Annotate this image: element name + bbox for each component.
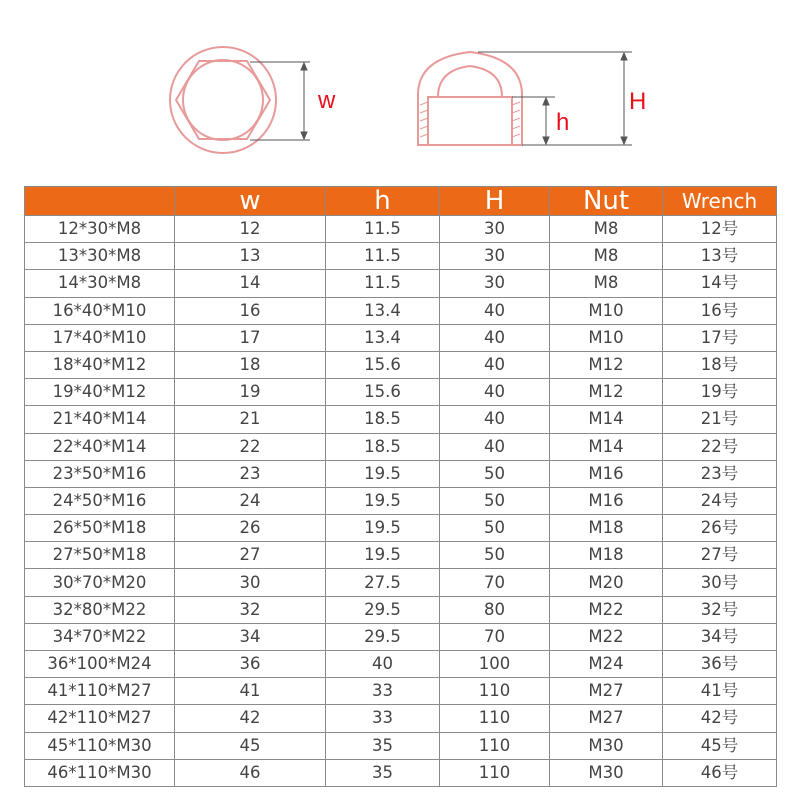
wrench-cell: 21号 — [663, 406, 777, 433]
H-dimension — [478, 52, 632, 145]
nut-cell: M30 — [550, 759, 663, 786]
w-cell: 21 — [175, 406, 326, 433]
wrench-cell: 34号 — [663, 623, 777, 650]
h-cell: 11.5 — [326, 270, 440, 297]
table-row — [25, 324, 777, 351]
table-row — [25, 705, 777, 732]
H-cell: 40 — [440, 379, 550, 406]
h-cell: 33 — [326, 705, 440, 732]
H-cell: 100 — [440, 651, 550, 678]
H-cell: 110 — [440, 759, 550, 786]
table-row — [25, 732, 777, 759]
table-row — [25, 759, 777, 786]
nut-cell: M8 — [550, 270, 663, 297]
model-cell: 46*110*M30 — [25, 759, 175, 786]
nut-cell: M14 — [550, 433, 663, 460]
h-cell: 13.4 — [326, 297, 440, 324]
table-row — [25, 270, 777, 297]
header-H: H — [440, 187, 550, 216]
h-cell: 35 — [326, 759, 440, 786]
w-cell: 18 — [175, 351, 326, 378]
model-cell: 41*110*M27 — [25, 678, 175, 705]
H-cell: 40 — [440, 433, 550, 460]
H-cell: 50 — [440, 515, 550, 542]
model-cell: 27*50*M18 — [25, 542, 175, 569]
nut-cell: M30 — [550, 732, 663, 759]
h-cell: 13.4 — [326, 324, 440, 351]
w-cell: 36 — [175, 651, 326, 678]
model-cell: 42*110*M27 — [25, 705, 175, 732]
H-cell: 110 — [440, 732, 550, 759]
table-row — [25, 596, 777, 623]
cap-side-view — [418, 52, 522, 145]
w-cell: 32 — [175, 596, 326, 623]
h-cell: 18.5 — [326, 433, 440, 460]
nut-cell: M22 — [550, 596, 663, 623]
table-row — [25, 487, 777, 514]
H-cell: 80 — [440, 596, 550, 623]
wrench-cell: 30号 — [663, 569, 777, 596]
h-dimension — [512, 97, 555, 145]
table-row — [25, 379, 777, 406]
h-cell: 35 — [326, 732, 440, 759]
H-cell: 40 — [440, 324, 550, 351]
wrench-cell: 45号 — [663, 732, 777, 759]
model-cell: 22*40*M14 — [25, 433, 175, 460]
wrench-cell: 36号 — [663, 651, 777, 678]
nut-cell: M27 — [550, 705, 663, 732]
table-row — [25, 406, 777, 433]
H-cell: 30 — [440, 270, 550, 297]
nut-cell: M27 — [550, 678, 663, 705]
wrench-cell: 13号 — [663, 243, 777, 270]
nut-cell: M14 — [550, 406, 663, 433]
nut-cell: M8 — [550, 243, 663, 270]
w-cell: 16 — [175, 297, 326, 324]
wrench-cell: 32号 — [663, 596, 777, 623]
nut-cell: M10 — [550, 297, 663, 324]
w-cell: 22 — [175, 433, 326, 460]
w-cell: 17 — [175, 324, 326, 351]
w-cell: 45 — [175, 732, 326, 759]
model-cell: 14*30*M8 — [25, 270, 175, 297]
model-cell: 45*110*M30 — [25, 732, 175, 759]
w-cell: 27 — [175, 542, 326, 569]
nut-cell: M22 — [550, 623, 663, 650]
table-row — [25, 678, 777, 705]
header-w: w — [175, 187, 326, 216]
model-cell: 12*30*M8 — [25, 216, 175, 243]
w-cell: 13 — [175, 243, 326, 270]
table-row — [25, 515, 777, 542]
nut-cell: M12 — [550, 351, 663, 378]
model-cell: 26*50*M18 — [25, 515, 175, 542]
table-row — [25, 542, 777, 569]
h-cell: 15.6 — [326, 351, 440, 378]
H-cell: 110 — [440, 678, 550, 705]
table-row — [25, 569, 777, 596]
model-cell: 23*50*M16 — [25, 460, 175, 487]
h-cell: 19.5 — [326, 487, 440, 514]
w-cell: 24 — [175, 487, 326, 514]
wrench-cell: 42号 — [663, 705, 777, 732]
w-cell: 19 — [175, 379, 326, 406]
H-cell: 50 — [440, 542, 550, 569]
h-cell: 19.5 — [326, 460, 440, 487]
table-row — [25, 243, 777, 270]
wrench-cell: 27号 — [663, 542, 777, 569]
table-header-row — [25, 187, 777, 216]
nut-cell: M18 — [550, 515, 663, 542]
nut-cell: M12 — [550, 379, 663, 406]
header-model — [25, 187, 175, 216]
H-cell: 70 — [440, 623, 550, 650]
wrench-cell: 24号 — [663, 487, 777, 514]
spec-table — [24, 186, 777, 787]
table-row — [25, 651, 777, 678]
w-cell: 41 — [175, 678, 326, 705]
wrench-cell: 18号 — [663, 351, 777, 378]
H-cell: 70 — [440, 569, 550, 596]
w-cell: 46 — [175, 759, 326, 786]
h-cell: 15.6 — [326, 379, 440, 406]
wrench-cell: 41号 — [663, 678, 777, 705]
model-cell: 24*50*M16 — [25, 487, 175, 514]
table-row — [25, 297, 777, 324]
wrench-cell: 14号 — [663, 270, 777, 297]
w-cell: 12 — [175, 216, 326, 243]
H-cell: 110 — [440, 705, 550, 732]
model-cell: 21*40*M14 — [25, 406, 175, 433]
wrench-cell: 23号 — [663, 460, 777, 487]
w-label: w — [318, 87, 336, 114]
h-cell: 27.5 — [326, 569, 440, 596]
H-cell: 40 — [440, 297, 550, 324]
nut-cell: M8 — [550, 216, 663, 243]
table-row — [25, 623, 777, 650]
h-label: h — [556, 109, 570, 136]
h-cell: 19.5 — [326, 515, 440, 542]
H-cell: 50 — [440, 460, 550, 487]
model-cell: 13*30*M8 — [25, 243, 175, 270]
nut-cell: M16 — [550, 460, 663, 487]
wrench-cell: 19号 — [663, 379, 777, 406]
model-cell: 34*70*M22 — [25, 623, 175, 650]
model-cell: 16*40*M10 — [25, 297, 175, 324]
H-label: H — [629, 88, 647, 115]
h-cell: 11.5 — [326, 216, 440, 243]
table-row — [25, 460, 777, 487]
H-cell: 40 — [440, 351, 550, 378]
wrench-cell: 17号 — [663, 324, 777, 351]
model-cell: 18*40*M12 — [25, 351, 175, 378]
H-cell: 50 — [440, 487, 550, 514]
h-cell: 40 — [326, 651, 440, 678]
spec-table-body — [25, 216, 777, 787]
header-wrench: Wrench — [663, 187, 777, 216]
H-cell: 30 — [440, 216, 550, 243]
hex-top-view — [170, 47, 276, 153]
nut-cell: M24 — [550, 651, 663, 678]
thread-hatch — [420, 102, 520, 137]
header-nut: Nut — [550, 187, 663, 216]
wrench-cell: 16号 — [663, 297, 777, 324]
w-dimension — [250, 62, 310, 140]
h-cell: 19.5 — [326, 542, 440, 569]
model-cell: 17*40*M10 — [25, 324, 175, 351]
nut-cell: M20 — [550, 569, 663, 596]
H-cell: 30 — [440, 243, 550, 270]
w-cell: 26 — [175, 515, 326, 542]
nut-cell: M16 — [550, 487, 663, 514]
w-cell: 42 — [175, 705, 326, 732]
H-cell: 40 — [440, 406, 550, 433]
h-cell: 18.5 — [326, 406, 440, 433]
wrench-cell: 12号 — [663, 216, 777, 243]
wrench-cell: 22号 — [663, 433, 777, 460]
h-cell: 29.5 — [326, 623, 440, 650]
w-cell: 14 — [175, 270, 326, 297]
model-cell: 30*70*M20 — [25, 569, 175, 596]
h-cell: 33 — [326, 678, 440, 705]
table-row — [25, 216, 777, 243]
h-cell: 29.5 — [326, 596, 440, 623]
model-cell: 32*80*M22 — [25, 596, 175, 623]
nut-cell: M18 — [550, 542, 663, 569]
w-cell: 23 — [175, 460, 326, 487]
table-row — [25, 433, 777, 460]
header-h: h — [326, 187, 440, 216]
cap-nut-diagram — [0, 0, 800, 185]
w-cell: 30 — [175, 569, 326, 596]
model-cell: 36*100*M24 — [25, 651, 175, 678]
table-row — [25, 351, 777, 378]
wrench-cell: 26号 — [663, 515, 777, 542]
nut-cell: M10 — [550, 324, 663, 351]
model-cell: 19*40*M12 — [25, 379, 175, 406]
h-cell: 11.5 — [326, 243, 440, 270]
wrench-cell: 46号 — [663, 759, 777, 786]
w-cell: 34 — [175, 623, 326, 650]
